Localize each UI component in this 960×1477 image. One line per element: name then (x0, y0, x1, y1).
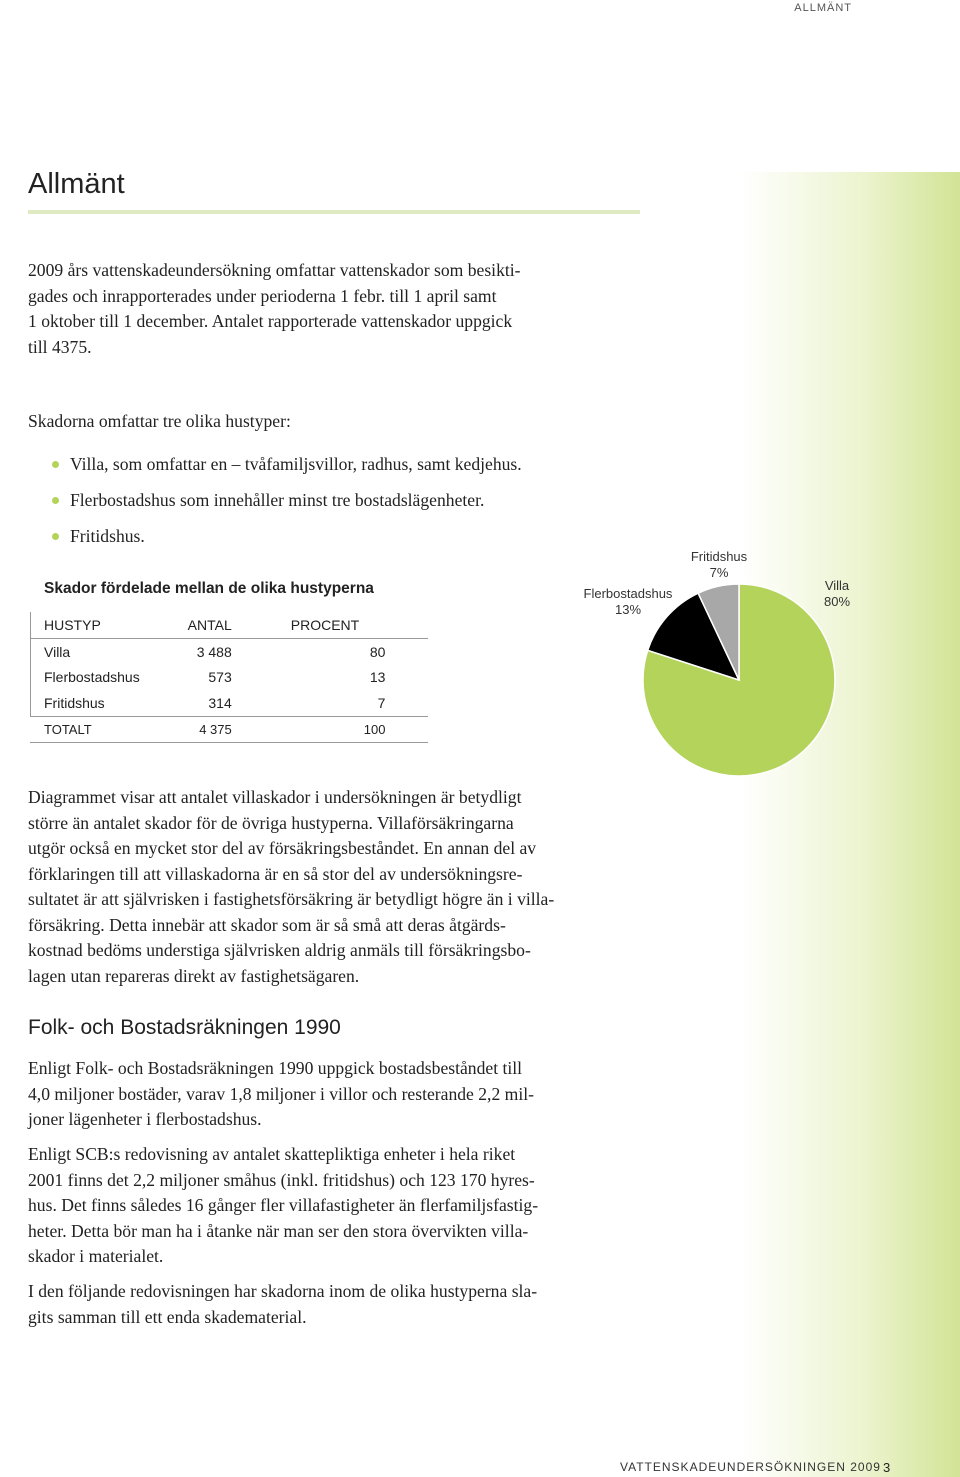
text-line: 4,0 miljoner bostäder, varav 1,8 miljoner i villor och resterande 2,2 mil- (28, 1083, 534, 1104)
pie-label-villa: Villa (824, 578, 850, 593)
column-header-procent: PROCENT (290, 617, 360, 633)
running-header: ALLMÄNT (794, 2, 852, 14)
census-paragraph (28, 1056, 642, 1133)
cell-count: 314 (208, 694, 232, 711)
pie-value-villa: 80% (823, 594, 851, 609)
pie-label-flerbostadshus: Flerbostadshus (583, 586, 673, 601)
text-line: hus. Det finns således 16 gånger fler villafastigheter än flerfamiljsfastig- (28, 1195, 539, 1215)
page-title: Allmänt (28, 168, 125, 200)
analysis-paragraph (28, 785, 642, 989)
page-number: 3 (883, 1460, 891, 1475)
cell-type: Flerbostadshus (44, 669, 140, 686)
pie-slices (643, 584, 835, 776)
text-line: heter. Detta bör man ha i åtanke när man ser den stora övervikten villa- (28, 1220, 529, 1241)
types-intro: Skadorna omfattar tre olika hustyper: (28, 411, 291, 431)
text-line: Enligt SCB:s redovisning av antalet skattepliktiga enheter i hela riket (28, 1144, 516, 1164)
cell-count: 3 488 (176, 639, 232, 665)
text-line: 2001 finns det 2,2 miljoner småhus (inkl. fritidshus) och 123 170 hyres- (28, 1169, 535, 1190)
text-line: skador i materialet. (28, 1246, 164, 1266)
text-line: gits samman till ett enda skadematerial. (28, 1306, 307, 1327)
cell-total-label: TOTALT (30, 716, 176, 743)
pie-value-flerbostadshus: 13% (614, 602, 642, 617)
text-line: Enligt Folk- och Bostadsräkningen 1990 uppgick bostadsbeståndet till (28, 1058, 523, 1078)
pie-value-fritidshus: 7% (709, 565, 729, 580)
cell-total-percent: 100 (232, 716, 386, 743)
text-line: I den följande redovisningen har skadorna inom de olika hustyperna sla- (28, 1281, 538, 1301)
cell-type: Fritidshus (44, 694, 105, 711)
text-line: gades och inrapporterades under perioderna 1 febr. till 1 april samt (28, 285, 497, 306)
text-line: förklaringen till att villaskadorna är en så stor del av undersökningsre- (28, 863, 523, 884)
text-line: Diagrammet visar att antalet villaskador i undersökningen är betydligt (28, 787, 522, 807)
text-line: 2009 års vattenskadeundersökning omfattar vattenskador som besikti- (28, 260, 521, 280)
text-line: försäkring. Detta innebär att skador som är så små att deras åtgärds- (28, 914, 506, 935)
cell-percent: 80 (232, 639, 386, 665)
footer-publication: VATTENSKADEUNDERSÖKNINGEN 2009 (620, 1460, 881, 1474)
summary-paragraph (28, 1279, 642, 1330)
column-header-hustyp: HUSTYP (44, 617, 101, 633)
text-line: till 4375. (28, 336, 92, 357)
text-line: större än antalet skador för de övriga hustyperna. Villaförsäkringarna (28, 812, 514, 833)
column-header-antal: ANTAL (187, 617, 232, 633)
cell-total-count: 4 375 (176, 716, 232, 743)
list-item-text: Villa, som omfattar en – tvåfamiljsvillor, radhus, samt kedjehus. (70, 453, 522, 474)
cell-percent: 13 (369, 669, 386, 686)
scb-paragraph (28, 1142, 642, 1270)
text-line: 1 oktober till 1 december. Antalet rapporterade vattenskador uppgick (28, 311, 513, 331)
pie-label-fritidshus: Fritidshus (690, 549, 748, 564)
text-line: utgör också en mycket stor del av försäkringsbeståndet. En annan del av (28, 838, 537, 858)
section-heading: Folk- och Bostadsräkningen 1990 (28, 1016, 341, 1039)
text-line: joner lägenheter i flerbostadshus. (28, 1109, 262, 1129)
cell-type: Villa (30, 639, 176, 665)
list-item-text: Fritidshus. (70, 525, 145, 546)
table-title: Skador fördelade mellan de olika hustyperna (44, 580, 374, 597)
text-line: kostnad bedöms understiga självrisken aldrig anmäls till försäkringsbo- (28, 940, 531, 960)
text-line: sultatet är att självrisken i fastighetsförsäkring är betydligt högre än i villa- (28, 889, 555, 909)
cell-count: 573 (208, 669, 232, 686)
text-line: lagen utan repareras direkt av fastighetsägaren. (28, 965, 360, 986)
cell-percent: 7 (377, 694, 386, 711)
list-item-text: Flerbostadshus som innehåller minst tre bostadslägenheter. (70, 489, 485, 510)
